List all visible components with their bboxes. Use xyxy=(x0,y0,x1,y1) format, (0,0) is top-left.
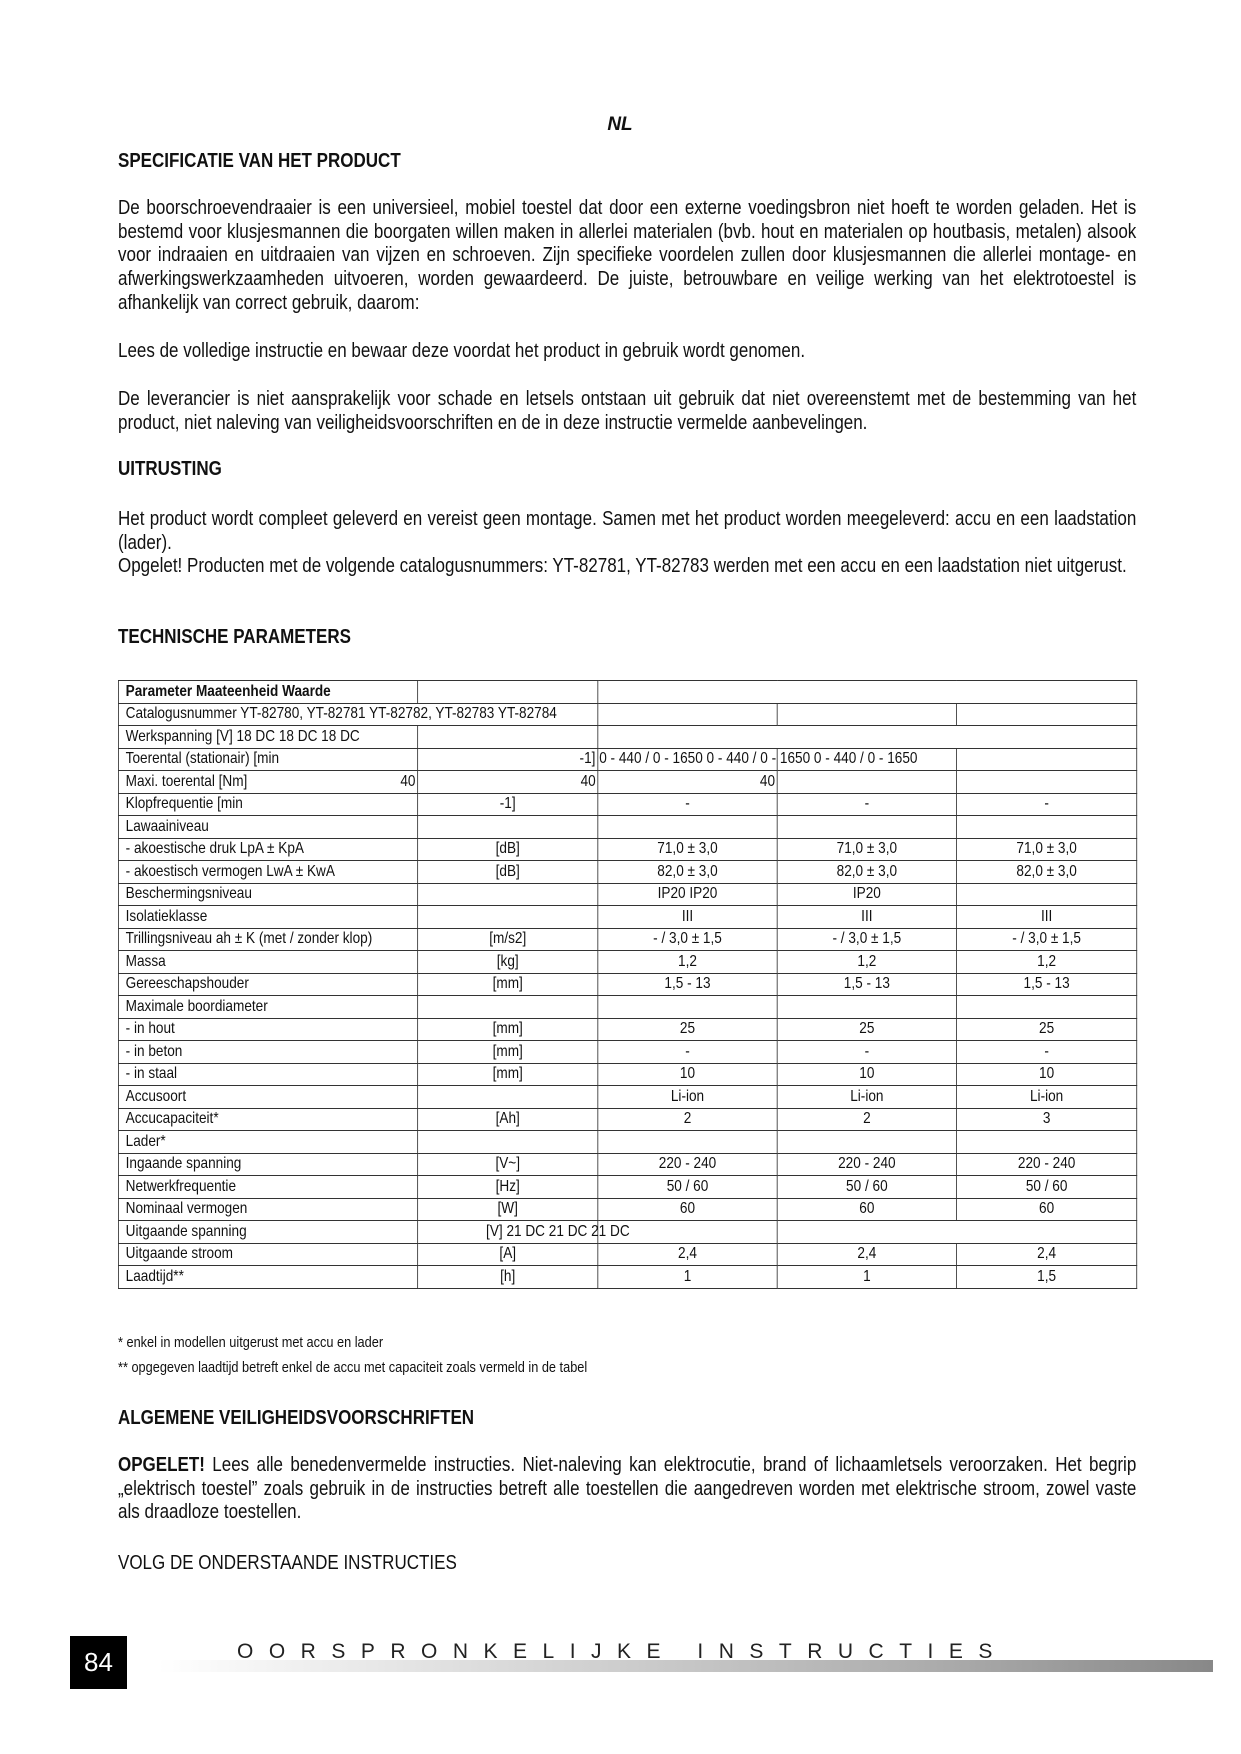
table-row xyxy=(118,1153,1136,1176)
unit-cell: [dB] xyxy=(418,838,598,861)
value-cell: Li-ion xyxy=(777,1086,956,1109)
value-cell xyxy=(777,816,956,839)
table-row xyxy=(118,838,1136,861)
value-cell: III xyxy=(598,906,777,929)
table-row xyxy=(118,951,1136,974)
value-cell: 71,0 ± 3,0 xyxy=(957,838,1137,861)
value-cell: 10 xyxy=(957,1063,1137,1086)
unit-cell: [kg] xyxy=(418,951,598,974)
unit-cell: [W] xyxy=(418,1198,598,1221)
catalog-cell: Catalogusnummer YT-82780, YT-82781 YT-82782, YT-82783 YT-82784 xyxy=(118,703,597,726)
unit-cell: [V] 21 DC 21 DC 21 DC xyxy=(418,1221,598,1244)
table-row xyxy=(118,1063,1136,1086)
table-row xyxy=(118,883,1136,906)
value-cell: 82,0 ± 3,0 xyxy=(957,861,1137,884)
torque-value: 40 xyxy=(400,772,416,790)
unit-cell: [h] xyxy=(418,1266,598,1289)
parameter-cell: Massa xyxy=(118,951,417,974)
parameter-cell: Isolatieklasse xyxy=(118,906,417,929)
torque-cell: 40 xyxy=(598,771,777,794)
value-cell: 82,0 ± 3,0 xyxy=(777,861,956,884)
parameter-cell: Gereeschapshouder xyxy=(118,973,417,996)
parameter-cell: Laadtijd** xyxy=(118,1266,417,1289)
value-cell: 1,2 xyxy=(598,951,777,974)
table-row xyxy=(118,1041,1136,1064)
parameter-cell: Nominaal vermogen xyxy=(118,1198,417,1221)
unit-cell: [m/s2] xyxy=(418,928,598,951)
speed-label: Toerental (stationair) [min xyxy=(118,748,417,771)
value-cell xyxy=(598,1131,777,1154)
unit-cell: [V~] xyxy=(418,1153,598,1176)
value-cell: 1,2 xyxy=(777,951,956,974)
value-cell: - xyxy=(777,793,956,816)
parameter-cell: - akoestisch vermogen LwA ± KwA xyxy=(118,861,417,884)
value-cell: 10 xyxy=(777,1063,956,1086)
torque-cell: 40 xyxy=(418,771,598,794)
tech-heading: TECHNISCHE PARAMETERS xyxy=(118,626,351,648)
value-cell: 1,5 - 13 xyxy=(598,973,777,996)
unit-cell: [Ah] xyxy=(418,1108,598,1131)
parameter-cell: Accucapaciteit* xyxy=(118,1108,417,1131)
value-cell: III xyxy=(777,906,956,929)
table-row xyxy=(118,1266,1136,1289)
value-cell: 60 xyxy=(598,1198,777,1221)
unit-cell xyxy=(418,883,598,906)
value-cell: 60 xyxy=(957,1198,1137,1221)
footnote-1: * enkel in modellen uitgerust met accu en lader xyxy=(118,1334,384,1351)
value-cell: 1 xyxy=(598,1266,777,1289)
speed-unit-cell xyxy=(418,748,918,771)
parameter-cell: - in hout xyxy=(118,1018,417,1041)
parameter-cell: Lawaainiveau xyxy=(118,816,417,839)
table-row xyxy=(118,1176,1136,1199)
value-cell: 1,2 xyxy=(957,951,1137,974)
value-cell xyxy=(598,816,777,839)
table-row xyxy=(118,861,1136,884)
value-cell: 1,5 - 13 xyxy=(957,973,1137,996)
unit-cell xyxy=(418,1131,598,1154)
value-cell: 50 / 60 xyxy=(598,1176,777,1199)
value-cell xyxy=(957,996,1137,1019)
parameter-cell: - in staal xyxy=(118,1063,417,1086)
table-row xyxy=(118,1086,1136,1109)
table-header: Parameter Maateenheid Waarde xyxy=(118,681,417,704)
safety-heading: ALGEMENE VEILIGHEIDSVOORSCHRIFTEN xyxy=(118,1407,475,1429)
parameter-cell: - akoestische druk LpA ± KpA xyxy=(118,838,417,861)
value-cell: 220 - 240 xyxy=(957,1153,1137,1176)
parameter-cell: Uitgaande stroom xyxy=(118,1243,417,1266)
value-cell: 71,0 ± 3,0 xyxy=(777,838,956,861)
value-cell: - / 3,0 ± 1,5 xyxy=(598,928,777,951)
value-cell xyxy=(957,816,1137,839)
table-row-voltage xyxy=(118,726,1136,749)
value-cell xyxy=(957,1131,1137,1154)
table-row xyxy=(118,1243,1136,1266)
value-cell xyxy=(777,1221,1137,1244)
table-row xyxy=(118,1198,1136,1221)
value-cell: 220 - 240 xyxy=(777,1153,956,1176)
value-cell: IP20 xyxy=(777,883,956,906)
table-row xyxy=(118,996,1136,1019)
table-row xyxy=(118,1131,1136,1154)
spec-paragraph-3: De leverancier is niet aansprakelijk voor schade en letsels ontstaan uit gebruik dat niet overeenstemt met de bestemming van het product, niet naleving van veiligheidsvoorschriften en de in deze instructie vermelde aanbevelingen. xyxy=(118,388,1137,434)
safety-text: Lees alle benedenvermelde instructies. Niet-naleving kan elektrocutie, brand of lichaamletsels veroorzaken. Het begrip „elektrisch toestel” zoals gebruik in de instructies betreft alle toestellen die aangedreven worden met elektrische stroom, zowel vaste als draadloze toestellen. xyxy=(118,1454,1137,1524)
value-cell xyxy=(777,996,956,1019)
unit-cell: [mm] xyxy=(418,1018,598,1041)
value-cell: 2 xyxy=(598,1108,777,1131)
parameter-cell: Netwerkfrequentie xyxy=(118,1176,417,1199)
page-content xyxy=(118,0,1136,1754)
voltage-cell: Werkspanning [V] 18 DC 18 DC 18 DC xyxy=(118,726,417,749)
value-cell: 3 xyxy=(957,1108,1137,1131)
value-cell: 60 xyxy=(777,1198,956,1221)
value-cell xyxy=(957,883,1137,906)
table-row xyxy=(118,928,1136,951)
language-label: NL xyxy=(607,114,633,135)
parameter-cell: Maximale boordiameter xyxy=(118,996,417,1019)
safety-paragraph xyxy=(118,1454,1136,1525)
value-cell: - xyxy=(777,1041,956,1064)
value-cell xyxy=(598,996,777,1019)
parameter-cell: Trillingsniveau ah ± K (met / zonder klop) xyxy=(118,928,417,951)
table-header-row xyxy=(118,681,1136,704)
speed-values: -1] 0 - 440 / 0 - 1650 0 - 440 / 0 - 1650 0 - 440 / 0 - 1650 xyxy=(579,749,918,767)
table-row xyxy=(118,793,1136,816)
unit-cell: [mm] xyxy=(418,1063,598,1086)
value-cell: 2 xyxy=(777,1108,956,1131)
table-row xyxy=(118,1018,1136,1041)
value-cell: - xyxy=(957,1041,1137,1064)
table-cell xyxy=(957,771,1137,794)
parameter-cell: - in beton xyxy=(118,1041,417,1064)
footer-title: OORSPRONKELIJKE INSTRUCTIES xyxy=(237,1640,1008,1663)
parameter-cell: Uitgaande spanning xyxy=(118,1221,417,1244)
unit-cell: [dB] xyxy=(418,861,598,884)
parameter-cell: Accusoort xyxy=(118,1086,417,1109)
equipment-paragraph-2: Opgelet! Producten met de volgende catalogusnummers: YT-82781, YT-82783 werden met een accu en een laadstation niet uitgerust. xyxy=(118,555,1127,577)
parameter-cell: Beschermingsniveau xyxy=(118,883,417,906)
value-cell: 25 xyxy=(598,1018,777,1041)
table-row-speed xyxy=(118,748,1136,771)
unit-cell: [Hz] xyxy=(418,1176,598,1199)
tech-table-container xyxy=(118,680,1136,1289)
unit-cell: [mm] xyxy=(418,973,598,996)
value-cell: Li-ion xyxy=(598,1086,777,1109)
tech-table xyxy=(118,680,1137,1289)
page-number: 84 xyxy=(70,1636,127,1689)
equipment-heading: UITRUSTING xyxy=(118,458,222,480)
parameter-cell: Klopfrequentie [min xyxy=(118,793,417,816)
table-row-catalog xyxy=(118,703,1136,726)
equipment-paragraph-1: Het product wordt compleet geleverd en vereist geen montage. Samen met het product worden meegeleverd: accu en een laadstation (lader). xyxy=(118,508,1137,554)
unit-cell: -1] xyxy=(418,793,598,816)
value-cell: - / 3,0 ± 1,5 xyxy=(957,928,1137,951)
unit-cell xyxy=(418,1086,598,1109)
parameter-cell: Ingaande spanning xyxy=(118,1153,417,1176)
torque-label: Maxi. toerental [Nm] 40 xyxy=(118,771,417,794)
value-cell: 1,5 - 13 xyxy=(777,973,956,996)
value-cell: 82,0 ± 3,0 xyxy=(598,861,777,884)
table-row xyxy=(118,973,1136,996)
value-cell: 1,5 xyxy=(957,1266,1137,1289)
value-cell: IP20 IP20 xyxy=(598,883,777,906)
value-cell: 2,4 xyxy=(598,1243,777,1266)
value-cell: 50 / 60 xyxy=(777,1176,956,1199)
table-row xyxy=(118,816,1136,839)
unit-cell xyxy=(418,996,598,1019)
table-row xyxy=(118,1108,1136,1131)
table-row xyxy=(118,1221,1136,1244)
spec-paragraph-1: De boorschroevendraaier is een universieel, mobiel toestel dat door een externe voedingsbron niet hoeft te worden geladen. Het is bestemd voor klusjesmannen die boorgaten willen maken in allerlei materialen (bvb. hout en materialen op houtbasis, metalen) alsook voor indraaien en uitdraaien van vijzen en schroeven. Zijn specifieke voordelen zullen door klusjesmannen die allerlei montage- en afwerkingswerkzaamheden uitvoeren, worden gewaardeerd. De juiste, betrouwbare en veilige werking van het elektrotoestel is afhankelijk van correct gebruik, daarom: xyxy=(118,197,1137,314)
spec-paragraph-2: Lees de volledige instructie en bewaar deze voordat het product in gebruik wordt genomen. xyxy=(118,340,806,362)
table-row xyxy=(118,906,1136,929)
value-cell: Li-ion xyxy=(957,1086,1137,1109)
value-cell: III xyxy=(957,906,1137,929)
footnote-2: ** opgegeven laadtijd betreft enkel de accu met capaciteit zoals vermeld in de tabel xyxy=(118,1359,588,1376)
value-cell: 25 xyxy=(777,1018,956,1041)
value-cell: 2,4 xyxy=(777,1243,956,1266)
value-cell: 25 xyxy=(957,1018,1137,1041)
unit-cell xyxy=(418,816,598,839)
value-cell: - xyxy=(598,793,777,816)
safety-warning-label: OPGELET! xyxy=(118,1454,205,1476)
value-cell: 2,4 xyxy=(957,1243,1137,1266)
value-cell: 1 xyxy=(777,1266,956,1289)
parameter-cell: Lader* xyxy=(118,1131,417,1154)
value-cell: 220 - 240 xyxy=(598,1153,777,1176)
follow-instructions: VOLG DE ONDERSTAANDE INSTRUCTIES xyxy=(118,1552,457,1574)
value-cell xyxy=(777,1131,956,1154)
value-cell: - / 3,0 ± 1,5 xyxy=(777,928,956,951)
value-cell: 10 xyxy=(598,1063,777,1086)
value-cell: 71,0 ± 3,0 xyxy=(598,838,777,861)
unit-cell: [A] xyxy=(418,1243,598,1266)
spec-heading: SPECIFICATIE VAN HET PRODUCT xyxy=(118,150,401,172)
value-cell: 50 / 60 xyxy=(957,1176,1137,1199)
value-cell: - xyxy=(598,1041,777,1064)
table-row-torque xyxy=(118,771,1136,794)
unit-cell: [mm] xyxy=(418,1041,598,1064)
value-cell: - xyxy=(957,793,1137,816)
unit-cell xyxy=(418,906,598,929)
table-cell xyxy=(777,771,956,794)
